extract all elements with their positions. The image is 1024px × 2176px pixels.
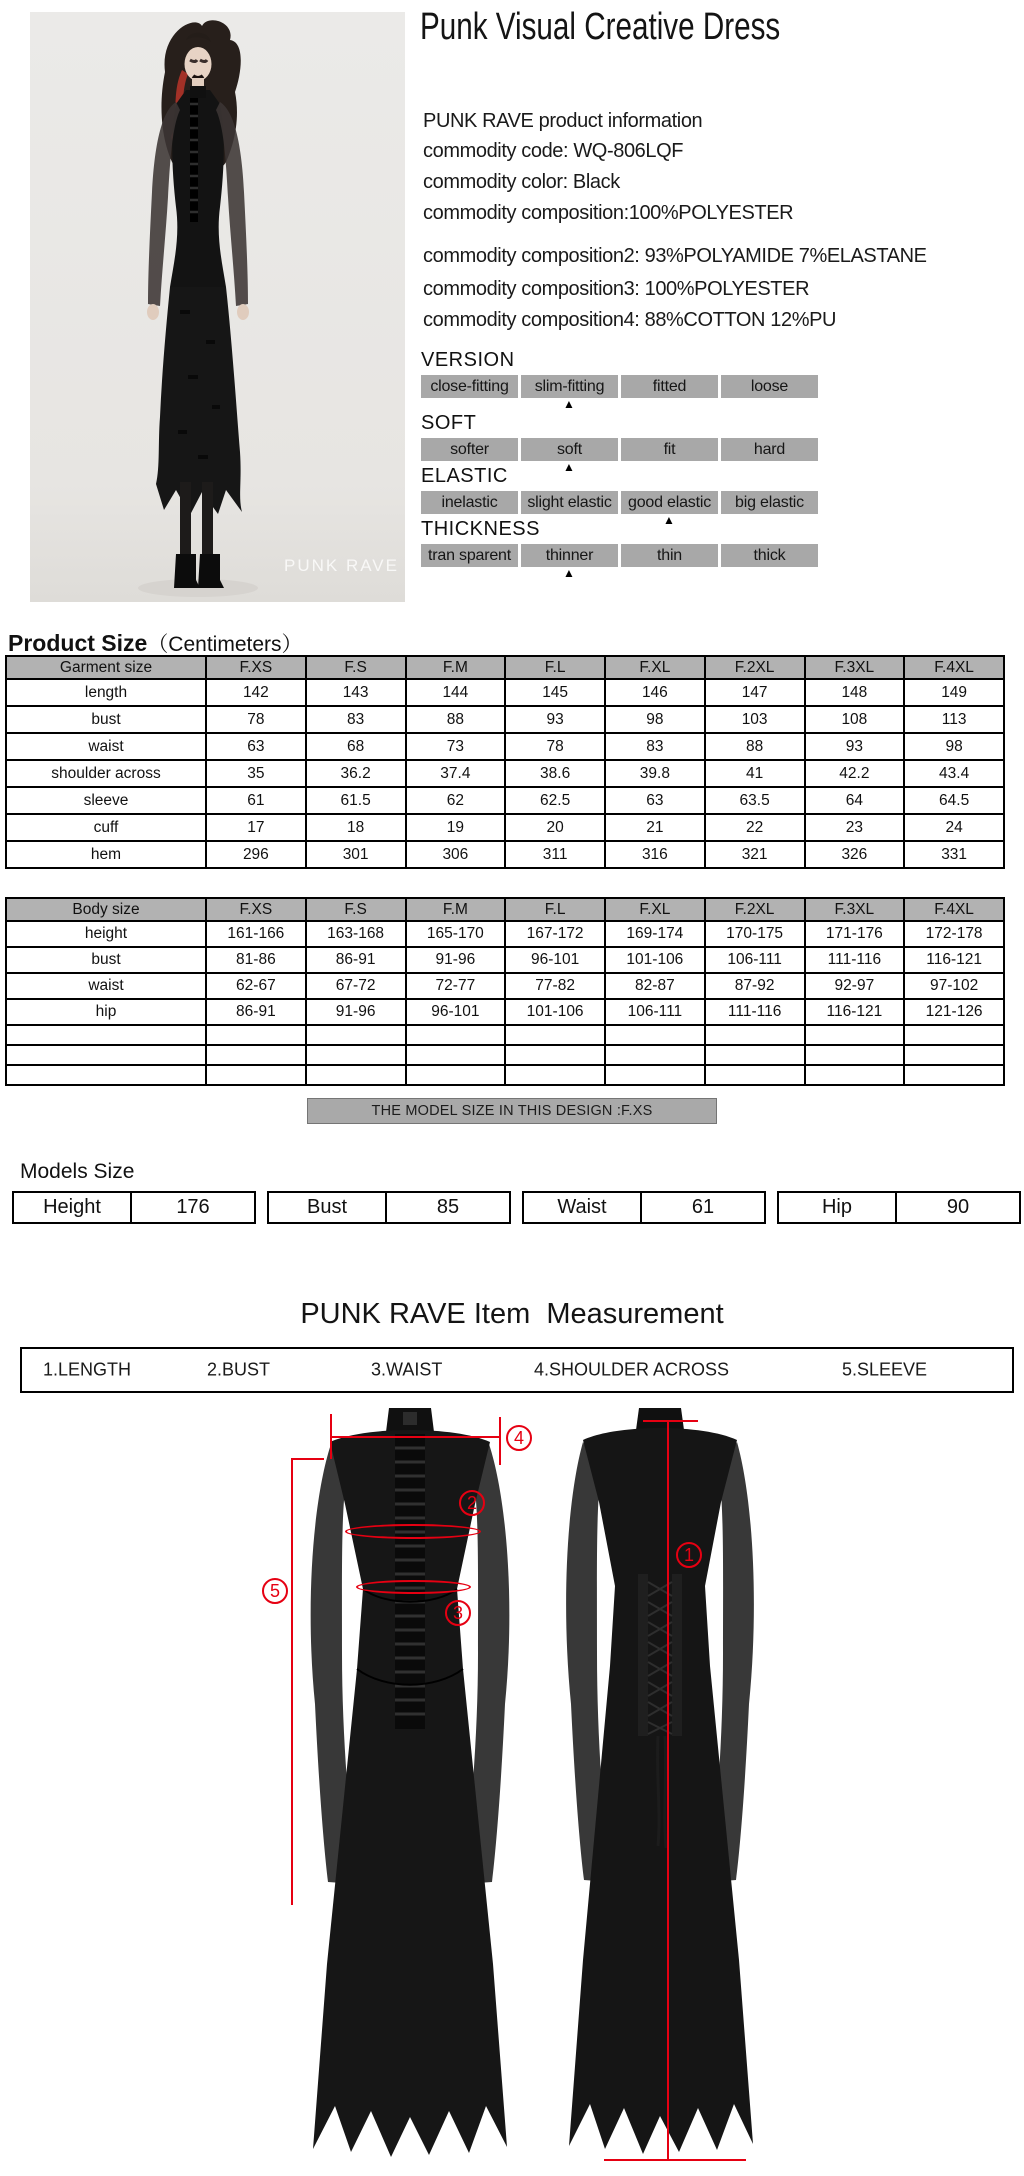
attr-option: thin <box>621 544 718 567</box>
brand-watermark: PUNK RAVE <box>284 556 399 575</box>
attr-option: inelastic <box>421 491 518 514</box>
table-row: waist 62-67 67-72 72-77 77-82 82-87 87-92 92-97 97-102 <box>6 973 1004 999</box>
table-row: bust 78 83 88 93 98 103 108 113 <box>6 706 1004 733</box>
shoulder-tick-left <box>330 1414 332 1459</box>
model-size-note: THE MODEL SIZE IN THIS DESIGN :F.XS <box>307 1098 717 1124</box>
table-row: waist 63 68 73 78 83 88 93 98 <box>6 733 1004 760</box>
table-header-row: Body size F.XS F.S F.M F.L F.XL F.2XL F.3XL F.4XL <box>6 898 1004 921</box>
model-measure-box: Height 176 <box>12 1191 256 1224</box>
table-row: length 142 143 144 145 146 147 148 149 <box>6 679 1004 706</box>
garment-size-table <box>5 655 1005 869</box>
commodity-composition: commodity composition:100%POLYESTER <box>423 202 794 224</box>
attr-label: ELASTIC <box>421 465 508 487</box>
length-baseline <box>604 2159 746 2161</box>
table-row: height 161-166 163-168 165-170 167-172 169-174 170-175 171-176 172-178 <box>6 921 1004 947</box>
commodity-color: commodity color: Black <box>423 171 620 193</box>
attr-label: VERSION <box>421 349 515 371</box>
attribute-scales <box>421 349 821 580</box>
table-row <box>6 1045 1004 1065</box>
attr-option: close-fitting <box>421 375 518 398</box>
product-info <box>423 110 927 340</box>
model-illustration <box>30 12 405 602</box>
attr-option: soft <box>521 438 618 461</box>
length-measure-line <box>667 1420 669 2161</box>
legend-item: 1.LENGTH <box>43 1359 132 1380</box>
attr-options-row <box>421 438 821 461</box>
bust-measure-ellipse <box>345 1524 481 1539</box>
length-tick-top <box>643 1420 698 1422</box>
commodity-composition2: commodity composition2: 93%POLYAMIDE 7%ELASTANE <box>423 245 927 267</box>
attr-group-version <box>421 349 821 411</box>
table-row: bust 81-86 86-91 91-96 96-101 101-106 106-111 111-116 116-121 <box>6 947 1004 973</box>
legend-item: 4.SHOULDER ACROSS <box>534 1359 730 1380</box>
waist-measure-ellipse <box>356 1580 471 1594</box>
product-info-heading: PUNK RAVE product information <box>423 110 703 132</box>
sleeve-tick-top <box>291 1458 324 1460</box>
measure-circle-length: 1 <box>676 1542 702 1568</box>
models-size-heading: Models Size <box>20 1160 135 1183</box>
table-row: sleeve 61 61.5 62 62.5 63 63.5 64 64.5 <box>6 787 1004 814</box>
selected-marker-icon: ▲ <box>563 460 575 474</box>
selected-marker-icon: ▲ <box>563 566 575 580</box>
legend-item: 2.BUST <box>207 1359 271 1380</box>
size-section-heading: Product Size（Centimeters） <box>8 630 303 656</box>
models-size-row <box>12 1191 1020 1224</box>
measure-circle-sleeve: 5 <box>262 1578 288 1604</box>
table-header-row: Garment size F.XS F.S F.M F.L F.XL F.2XL F.3XL F.4XL <box>6 656 1004 679</box>
attr-option: fitted <box>621 375 718 398</box>
attr-option: hard <box>721 438 818 461</box>
measurement-legend-box <box>20 1347 1014 1393</box>
attr-option: big elastic <box>721 491 818 514</box>
legend-item: 3.WAIST <box>371 1359 443 1380</box>
attr-option: thick <box>721 544 818 567</box>
table-row: hip 86-91 91-96 96-101 101-106 106-111 111-116 116-121 121-126 <box>6 999 1004 1025</box>
attr-label: SOFT <box>421 412 477 434</box>
attr-option: tran sparent <box>421 544 518 567</box>
attr-option: loose <box>721 375 818 398</box>
attr-option: fit <box>621 438 718 461</box>
back-dress-illustration <box>553 1404 768 2176</box>
measure-circle-shoulder: 4 <box>506 1425 532 1451</box>
model-measure-box: Bust 85 <box>267 1191 511 1224</box>
shoulder-measure-line <box>330 1436 500 1438</box>
table-row: cuff 17 18 19 20 21 22 23 24 <box>6 814 1004 841</box>
attr-label: THICKNESS <box>421 518 540 540</box>
attr-options-row <box>421 375 821 398</box>
sleeve-measure-line <box>291 1458 293 1905</box>
shoulder-tick-right <box>499 1417 501 1465</box>
table-row <box>6 1065 1004 1085</box>
commodity-composition3: commodity composition3: 100%POLYESTER <box>423 278 810 300</box>
model-measure-box: Hip 90 <box>777 1191 1021 1224</box>
commodity-composition4: commodity composition4: 88%COTTON 12%PU <box>423 309 837 331</box>
attr-options-row <box>421 491 821 514</box>
table-row: shoulder across 35 36.2 37.4 38.6 39.8 41 42.2 43.4 <box>6 760 1004 787</box>
attr-option: slim-fitting <box>521 375 618 398</box>
table-row: hem 296 301 306 311 316 321 326 331 <box>6 841 1004 868</box>
measure-circle-waist: 3 <box>445 1600 471 1626</box>
front-dress-illustration <box>295 1404 525 2176</box>
measure-circle-bust: 2 <box>459 1490 485 1516</box>
attr-option: thinner <box>521 544 618 567</box>
attr-option: softer <box>421 438 518 461</box>
commodity-code: commodity code: WQ-806LQF <box>423 140 684 162</box>
attr-option: good elastic <box>621 491 718 514</box>
body-size-table <box>5 897 1005 1086</box>
selected-marker-icon: ▲ <box>663 513 675 527</box>
legend-item: 5.SLEEVE <box>842 1359 928 1380</box>
product-photo <box>30 12 405 602</box>
attr-group-thickness <box>421 518 821 580</box>
model-measure-box: Waist 61 <box>522 1191 766 1224</box>
page-title: Punk Visual Creative Dress <box>420 6 781 48</box>
attr-options-row <box>421 544 821 567</box>
selected-marker-icon: ▲ <box>563 397 575 411</box>
attr-option: slight elastic <box>521 491 618 514</box>
attr-group-soft <box>421 412 821 474</box>
measurement-heading: PUNK RAVE Item Measurement <box>300 1298 724 1330</box>
attr-group-elastic <box>421 465 821 527</box>
table-row <box>6 1025 1004 1045</box>
